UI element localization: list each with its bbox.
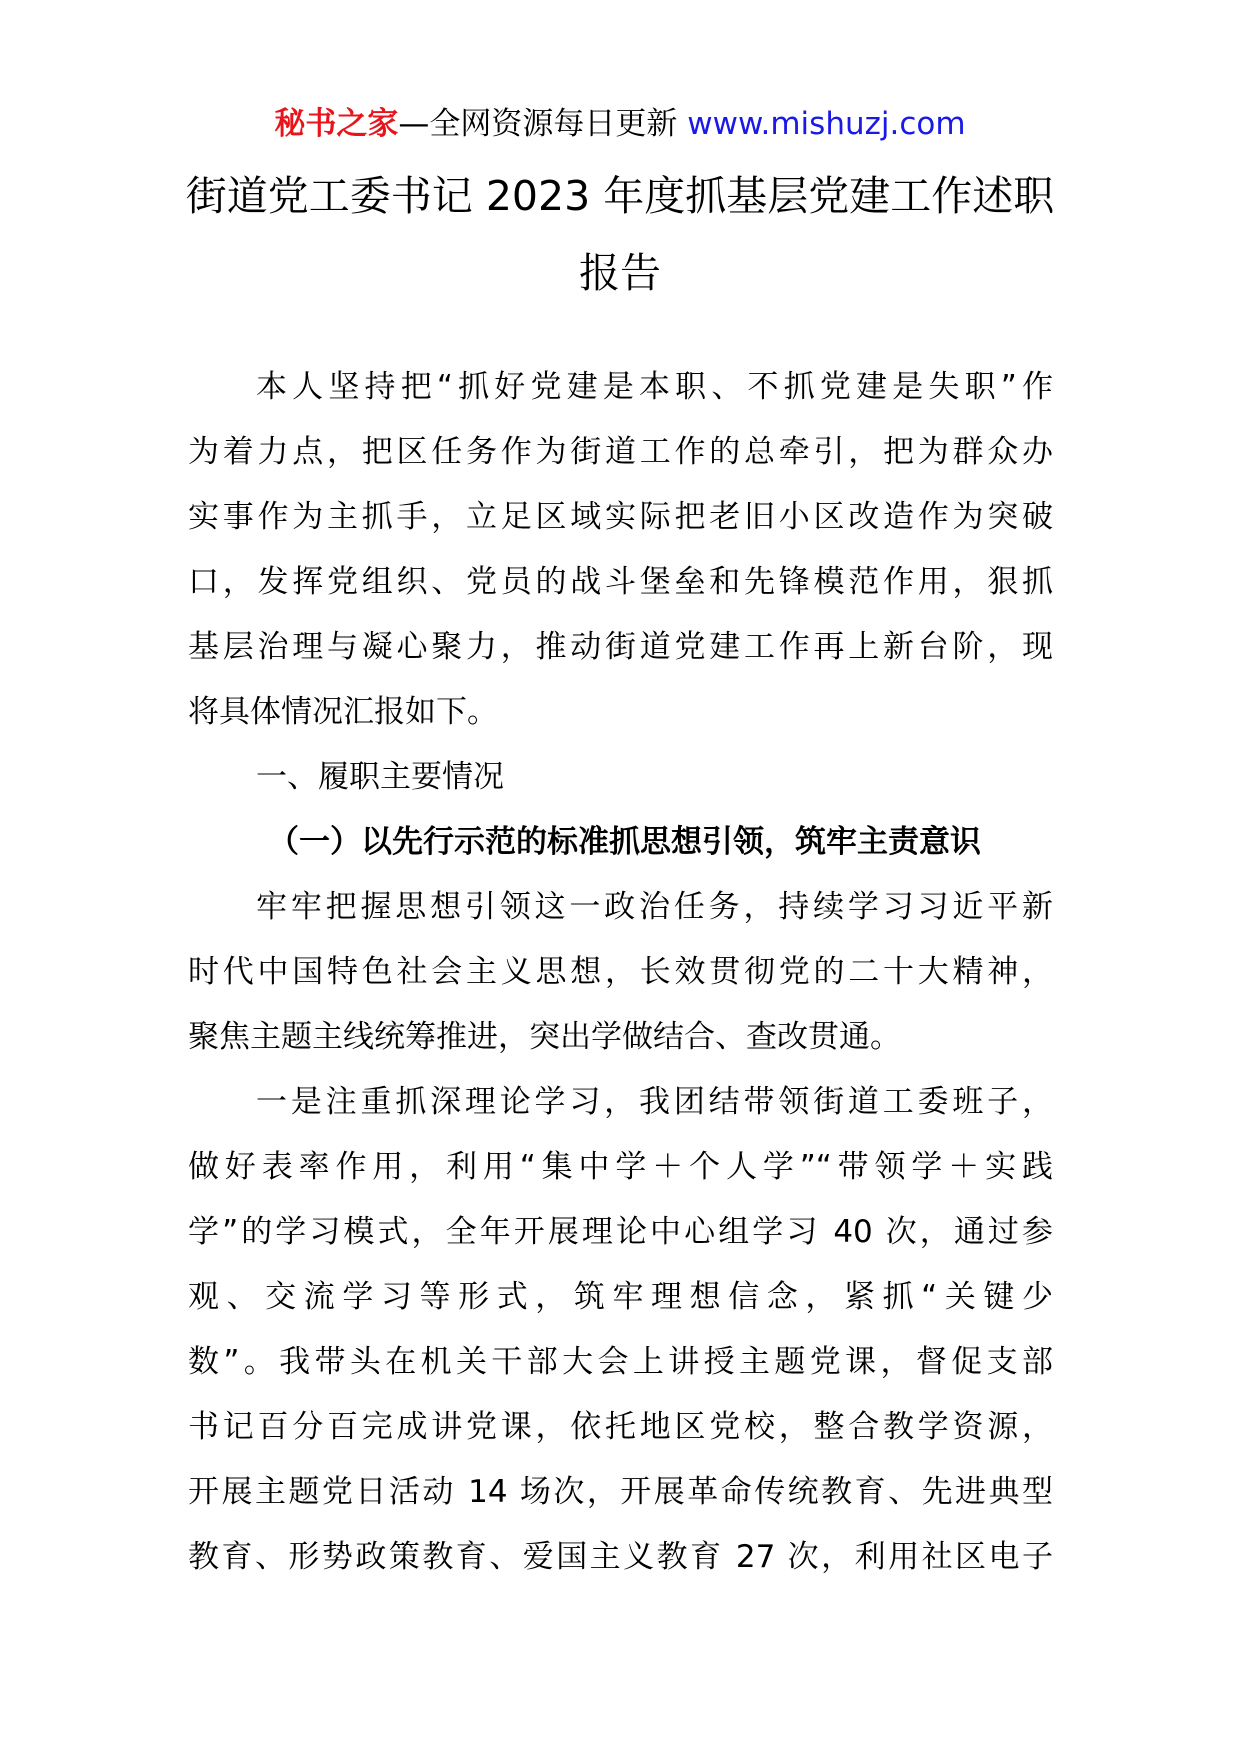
paragraph-3-line: 教育、形势政策教育、爱国主义教育 27 次，利用社区电子 (188, 1539, 1053, 1575)
site-url-link[interactable]: www.mishuzj.com (687, 106, 966, 142)
paragraph-1-line: 为着力点，把区任务作为街道工作的总牵引，把为群众办 (188, 434, 1053, 470)
paragraph-1-line: 本人坚持把“抓好党建是本职、不抓党建是失职”作 (256, 369, 1053, 405)
paragraph-3-line: 一是注重抓深理论学习，我团结带领街道工委班子， (256, 1084, 1053, 1120)
site-tagline: —全网资源每日更新 (398, 106, 688, 142)
site-brand: 秘书之家 (274, 106, 399, 142)
paragraph-2-line: 时代中国特色社会主义思想，长效贯彻党的二十大精神， (188, 954, 1053, 990)
section-heading: 一、履职主要情况 (256, 759, 504, 795)
document-title (160, 158, 1080, 312)
paragraph-1-line: 实事作为主抓手，立足区域实际把老旧小区改造作为突破 (188, 499, 1053, 535)
paragraph-1-line: 将具体情况汇报如下。 (188, 694, 498, 730)
paragraph-2-line: 聚焦主题主线统筹推进，突出学做结合、查改贯通。 (188, 1019, 901, 1055)
paragraph-3-line: 书记百分百完成讲党课，依托地区党校，整合教学资源， (188, 1409, 1053, 1445)
paragraph-1-line: 基层治理与凝心聚力，推动街道党建工作再上新台阶，现 (188, 629, 1053, 665)
paragraph-3-line: 学”的学习模式，全年开展理论中心组学习 40 次，通过参 (188, 1214, 1053, 1250)
paragraph-3-line: 观、交流学习等形式，筑牢理想信念，紧抓“关键少 (188, 1279, 1053, 1315)
paragraph-3-line: 做好表率作用，利用“集中学＋个人学”“带领学＋实践 (188, 1149, 1053, 1185)
paragraph-3-line: 开展主题党日活动 14 场次，开展革命传统教育、先进典型 (188, 1474, 1053, 1510)
paragraph-1-line: 口，发挥党组织、党员的战斗堡垒和先锋模范作用，狠抓 (188, 564, 1053, 600)
title-line-1: 街道党工委书记 2023 年度抓基层党建工作述职 (185, 172, 1055, 220)
site-header (0, 98, 1240, 150)
paragraph-2-line: 牢牢把握思想引领这一政治任务，持续学习习近平新 (256, 889, 1053, 925)
subsection-heading: （一）以先行示范的标准抓思想引领，筑牢主责意识 (268, 824, 981, 860)
paragraph-3-line: 数”。我带头在机关干部大会上讲授主题党课，督促支部 (188, 1344, 1053, 1380)
title-line-2: 报告 (579, 249, 661, 297)
document-body (188, 355, 1053, 1590)
